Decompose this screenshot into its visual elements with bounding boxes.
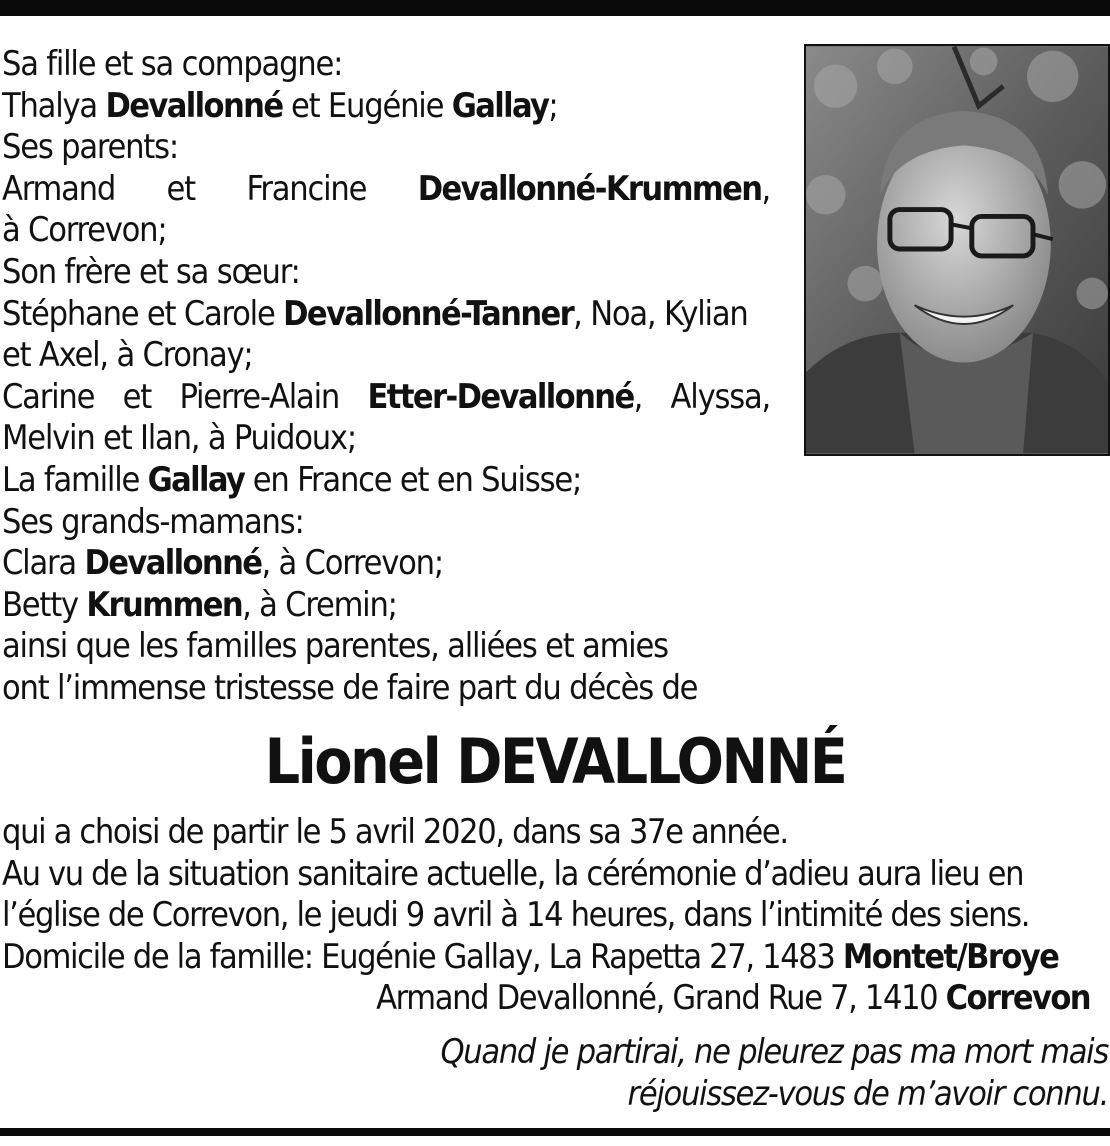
text: Melvin et Ilan, à Puidoux; xyxy=(2,418,356,459)
text: , à Cremin; xyxy=(242,584,397,625)
text: ; xyxy=(548,85,558,126)
text: Stéphane et Carole xyxy=(2,293,284,334)
detail-line xyxy=(2,854,1110,896)
family-line xyxy=(2,626,770,668)
text: Au vu de la situation sanitaire actuelle, la cérémonie d’adieu aura lieu en xyxy=(2,853,1024,894)
quote-line: Quand je partirai, ne pleurez pas ma mort mais xyxy=(440,1032,1108,1072)
text: ainsi que les familles parentes, alliées et amies xyxy=(2,626,668,667)
text: Son frère et sa sœur: xyxy=(2,251,300,292)
portrait-photo xyxy=(804,44,1110,456)
family-line xyxy=(2,86,770,128)
top-rule xyxy=(0,0,1110,16)
text: , Noa, Kylian xyxy=(573,293,748,334)
text: Armand Devallonné, Grand Rue 7, 1410 xyxy=(376,978,946,1019)
surname: Gallay xyxy=(147,459,245,500)
text: Clara xyxy=(2,543,85,584)
text: Carine et Pierre-Alain xyxy=(2,376,368,417)
family-line xyxy=(2,668,770,710)
family-line xyxy=(2,585,770,627)
text: , Alyssa, xyxy=(633,376,770,417)
family-line xyxy=(2,127,770,169)
surname: Devallonné xyxy=(84,543,262,584)
text: et Axel, à Cronay; xyxy=(2,335,253,376)
surname: Devallonné xyxy=(105,85,283,126)
family-line xyxy=(2,252,770,294)
surname: Devallonné-Tanner xyxy=(283,293,574,334)
surname: Etter-Devallonné xyxy=(367,376,634,417)
text: Thalya xyxy=(2,85,106,126)
text: , à Correvon; xyxy=(261,543,443,584)
deceased-name: Lionel DEVALLONNÉ xyxy=(264,725,846,798)
text: , xyxy=(761,168,770,209)
quote-line: réjouissez-vous de m’avoir connu. xyxy=(627,1073,1108,1114)
place-name: Montet/Broye xyxy=(842,936,1059,977)
family-line xyxy=(2,418,770,460)
text: Betty xyxy=(2,584,87,625)
surname: Devallonné-Krummen xyxy=(417,168,762,209)
text: et Eugénie xyxy=(282,85,452,126)
detail-line xyxy=(2,812,1110,854)
text: Sa fille et sa compagne: xyxy=(2,44,343,84)
family-line xyxy=(2,377,770,419)
surname: Krummen xyxy=(86,584,243,625)
family-line xyxy=(2,210,770,252)
family-line xyxy=(2,169,770,211)
text: qui a choisi de partir le 5 avril 2020, dans sa 37e année. xyxy=(2,812,788,852)
text: ont l’immense tristesse de faire part du décès de xyxy=(2,667,698,708)
ceremony-details xyxy=(2,812,1110,1020)
place-name: Correvon xyxy=(945,978,1090,1019)
text: Armand et Francine xyxy=(2,168,418,209)
text: à Correvon; xyxy=(2,210,167,251)
text: Ses parents: xyxy=(2,127,178,168)
detail-line xyxy=(2,978,1110,1020)
surname: Gallay xyxy=(451,85,549,126)
closing-quote xyxy=(0,1032,1108,1115)
family-line xyxy=(2,335,770,377)
family-line xyxy=(2,44,770,86)
family-line xyxy=(2,294,770,336)
family-line xyxy=(2,502,770,544)
detail-line xyxy=(2,937,1110,979)
family-line xyxy=(2,460,770,502)
family-line xyxy=(2,543,770,585)
text: La famille xyxy=(2,459,148,500)
family-announcement xyxy=(2,44,770,710)
text: en France et en Suisse; xyxy=(244,459,582,500)
bottom-rule xyxy=(0,1128,1110,1136)
text: l’église de Correvon, le jeudi 9 avril à 14 heures, dans l’intimité des siens. xyxy=(2,895,1030,936)
text: Ses grands-mamans: xyxy=(2,501,304,542)
text: Domicile de la famille: Eugénie Gallay, La Rapetta 27, 1483 xyxy=(2,936,843,977)
detail-line xyxy=(2,895,1110,937)
